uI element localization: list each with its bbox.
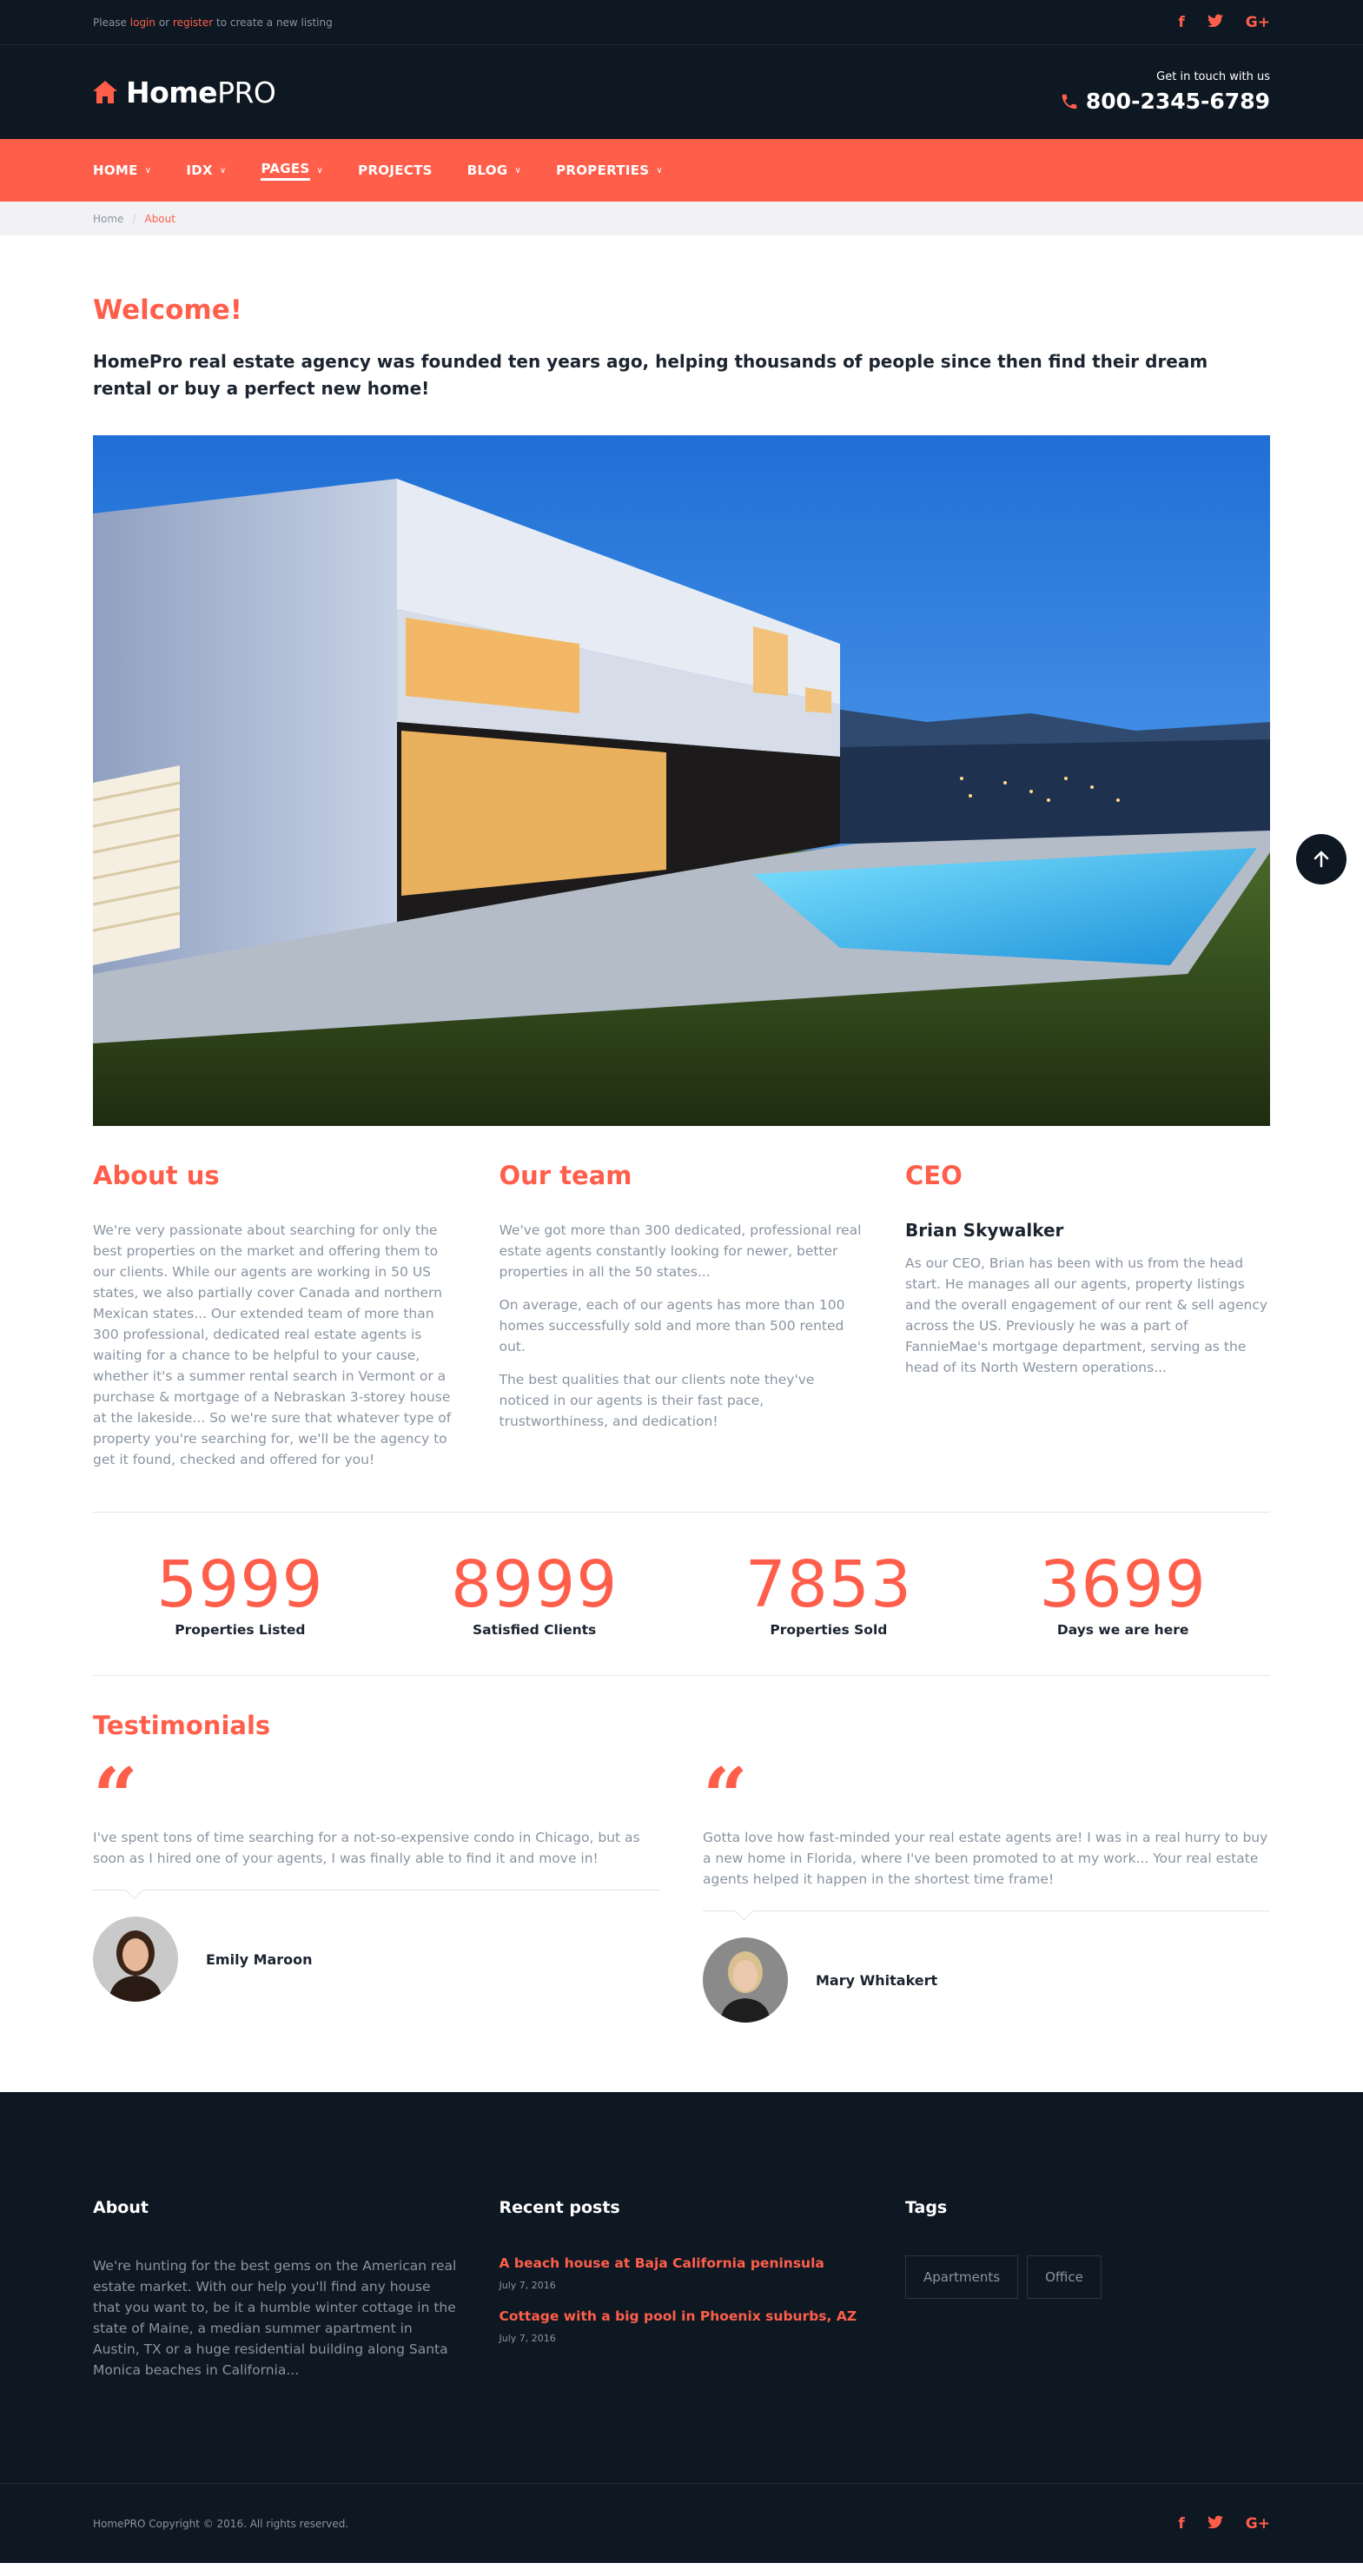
arrow-up-icon [1311, 849, 1332, 870]
avatar-woman-icon [93, 1917, 178, 2002]
login-link[interactable]: login [129, 17, 155, 29]
footer-about-text: We're hunting for the best gems on the American real estate market. With our help you'll find any house that you want to, be it a humble winter cottage in the state of Maine, a median summer apartment in Austin, TX or a huge residential building along Santa Monica beaches in California... [93, 2258, 457, 2378]
nav-label: PROJECTS [358, 162, 433, 178]
testimonial-name: Mary Whitakert [816, 1971, 938, 1989]
about-title: About us [93, 1161, 220, 1190]
logo-bold: Home [126, 75, 218, 109]
social-links-top [1178, 14, 1270, 31]
team-text-3: The best qualities that our clients note they've noticed in our agents is their fast pace, trustworthiness, and dedication! [499, 1372, 815, 1429]
bottom-bar [0, 2483, 1363, 2563]
stat-value: 3699 [1039, 1546, 1207, 1622]
google-plus-icon[interactable]: G+ [1245, 2514, 1270, 2533]
topbar-text [93, 17, 333, 29]
topbar-middle: or [155, 17, 173, 29]
avatar-woman-icon [703, 1937, 788, 2023]
nav-label: BLOG [466, 162, 508, 178]
chevron-down-icon: ∨ [656, 165, 663, 175]
nav-item-idx[interactable] [186, 162, 226, 178]
contact-label: Get in touch with us [1156, 70, 1270, 83]
google-plus-icon[interactable]: G+ [1245, 13, 1270, 31]
topbar-suffix: to create a new listing [213, 17, 333, 29]
testimonial-author [93, 1917, 660, 2002]
phone-icon [1060, 92, 1079, 111]
footer-recent-posts [500, 2198, 864, 2381]
breadcrumb-current: About [144, 212, 175, 225]
nav-item-home[interactable] [93, 162, 151, 178]
main-nav [0, 139, 1363, 202]
header [0, 45, 1363, 139]
footer [0, 2092, 1363, 2483]
facebook-icon[interactable]: f [1178, 13, 1185, 31]
ceo-title: CEO [905, 1161, 963, 1190]
main-content [93, 235, 1270, 2092]
testimonial-text: I've spent tons of time searching for a not-so-expensive condo in Chicago, but as soon as I hired one of your agents, I was finally able to find it and move in! [93, 1827, 660, 1891]
breadcrumb-home[interactable]: Home [93, 212, 124, 225]
chevron-down-icon: ∨ [219, 165, 227, 175]
logo[interactable] [93, 76, 275, 109]
testimonial-card [93, 1751, 660, 2023]
stat-label: Properties Listed [175, 1621, 306, 1638]
twitter-icon[interactable] [1208, 2515, 1223, 2533]
copyright: HomePRO Copyright © 2016. All rights reserved. [93, 2518, 349, 2530]
nav-label: IDX [186, 162, 213, 178]
tag-list [905, 2255, 1270, 2299]
welcome-text: HomePro real estate agency was founded ten years ago, helping thousands of people since then find their dream rental or buy a perfect new home! [93, 351, 1208, 399]
tag-office[interactable]: Office [1027, 2255, 1102, 2299]
welcome-title: Welcome! [93, 295, 242, 326]
post-link[interactable]: A beach house at Baja California peninsula [499, 2255, 824, 2271]
stat-value: 7853 [744, 1546, 913, 1622]
about-column [93, 1161, 458, 1482]
stat-label: Properties Sold [770, 1621, 888, 1638]
phone-number: 800-2345-6789 [1085, 89, 1270, 114]
avatar [703, 1937, 788, 2023]
stats-section [93, 1512, 1270, 1676]
facebook-icon[interactable]: f [1178, 2514, 1185, 2533]
welcome-section [93, 235, 1270, 402]
social-links-bottom [1178, 2515, 1270, 2533]
ceo-name: Brian Skywalker [905, 1220, 1064, 1241]
scroll-to-top-button[interactable] [1296, 834, 1346, 884]
team-column [500, 1161, 864, 1482]
testimonial-text: Gotta love how fast-minded your real estate agents are! I was in a real hurry to buy a new home in Florida, where I've been promoted to at my work... Your real estate agents helped it happen in the shortest time frame! [703, 1827, 1270, 1911]
testimonial-author [703, 1937, 1270, 2023]
footer-tags [905, 2198, 1270, 2381]
nav-item-properties[interactable] [556, 162, 663, 178]
nav-label: HOME [93, 162, 138, 178]
stat-properties-listed [93, 1546, 387, 1638]
hero-house-image [93, 435, 1270, 1126]
logo-light: PRO [217, 75, 276, 109]
stat-satisfied-clients [387, 1546, 682, 1638]
tag-apartments[interactable]: Apartments [905, 2255, 1018, 2299]
team-title: Our team [499, 1161, 632, 1190]
team-text-2: On average, each of our agents has more than 100 homes successfully sold and more than 500 rented out. [499, 1297, 845, 1354]
footer-about-title: About [93, 2198, 149, 2217]
stat-value: 8999 [450, 1546, 619, 1622]
stat-label: Satisfied Clients [473, 1621, 597, 1638]
stat-label: Days we are here [1056, 1621, 1189, 1638]
nav-label: PROPERTIES [556, 162, 650, 178]
contact-phone[interactable] [1060, 89, 1270, 114]
logo-text [126, 76, 275, 109]
post-date: July 7, 2016 [499, 2333, 556, 2344]
testimonials-section [93, 1676, 1270, 2092]
chevron-down-icon: ∨ [514, 165, 522, 175]
testimonials-row [93, 1751, 1270, 2023]
twitter-icon[interactable] [1208, 14, 1223, 31]
footer-tags-title: Tags [905, 2198, 948, 2217]
ceo-column [905, 1161, 1270, 1482]
avatar [93, 1917, 178, 2002]
nav-item-blog[interactable] [467, 162, 521, 178]
chevron-down-icon: ∨ [144, 165, 152, 175]
contact-block [1060, 70, 1270, 114]
nav-item-projects[interactable] [358, 162, 433, 178]
house-icon [93, 81, 117, 103]
team-text-1: We've got more than 300 dedicated, professional real estate agents constantly looking for newer, better properties in all the 50 states... [499, 1222, 862, 1280]
post-link[interactable]: Cottage with a big pool in Phoenix suburbs, AZ [499, 2308, 857, 2324]
info-columns [93, 1161, 1270, 1482]
testimonial-name: Emily Maroon [206, 1950, 313, 1968]
topbar [0, 0, 1363, 45]
breadcrumb-separator: / [132, 212, 136, 225]
about-text: We're very passionate about searching for only the best properties on the market and offering them to our clients. While our agents are working in 50 US states, we also partially cover Canada and northern Mexican states... Our extended team of more than 300 professional, dedicated real estate agents is waiting for a chance to be helpful to your cause, whether it's a summer rental search in Vermont or a purchase & mortgage of a Nebraskan 3-storey house at the lakeside... So we're sure that whatever type of property you're searching for, we'll be the agency to get it found, checked and offered for you! [93, 1222, 452, 1467]
nav-label: PAGES [261, 161, 309, 181]
footer-posts-title: Recent posts [499, 2198, 620, 2217]
quote-icon: “ [703, 1751, 748, 1843]
stat-value: 5999 [156, 1546, 324, 1622]
ceo-text: As our CEO, Brian has been with us from the head start. He manages all our agents, property listings and the overall engagement of our rent & sell agency across the US. Previously he was a part of FannieMae's mortgage department, serving as the head of its North Western operations... [905, 1255, 1268, 1375]
chevron-down-icon: ∨ [316, 165, 324, 175]
testimonial-card [703, 1751, 1270, 2023]
topbar-prefix: Please [93, 17, 130, 29]
testimonials-title: Testimonials [93, 1711, 271, 1740]
breadcrumb [0, 202, 1363, 235]
nav-item-pages[interactable] [261, 161, 323, 181]
register-link[interactable]: register [172, 17, 214, 29]
post-date: July 7, 2016 [499, 2280, 556, 2291]
quote-icon: “ [93, 1751, 138, 1843]
footer-about [93, 2198, 458, 2381]
stat-days [976, 1546, 1270, 1638]
stat-properties-sold [682, 1546, 976, 1638]
